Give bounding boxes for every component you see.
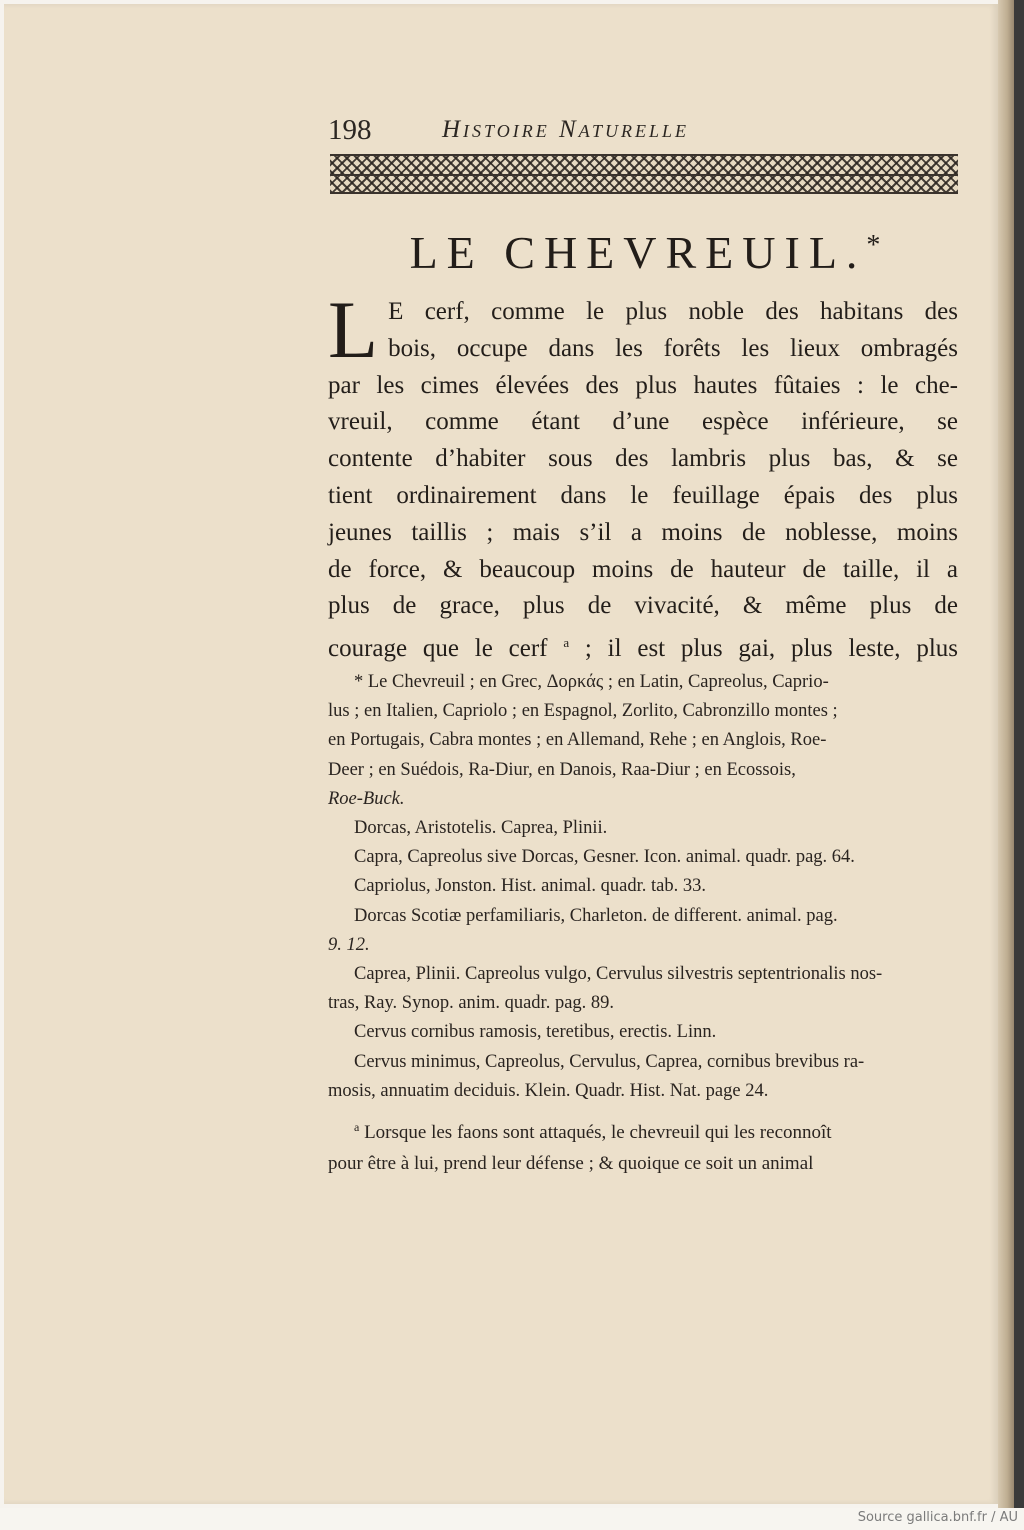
body-line-last bbox=[328, 625, 958, 668]
footnote-a-mark: a bbox=[354, 1120, 360, 1135]
synonym-entry: Cervus cornibus ramosis, teretibus, erectis. Linn. bbox=[354, 1022, 717, 1043]
synonym-entry: Capra, Capreolus sive Dorcas, Gesner. Icon. animal. quadr. pag. 64. bbox=[354, 847, 855, 868]
footnote-star-line: Deer ; en Suédois, Ra-Diur, en Danois, Raa-Diur ; en Ecossois, bbox=[328, 759, 796, 780]
body-line: de force, & beaucoup moins de hauteur de taille, il a bbox=[328, 555, 958, 583]
book-binding bbox=[1014, 0, 1024, 1508]
synonym-entry: Dorcas, Aristotelis. Caprea, Plinii. bbox=[354, 818, 608, 839]
footnotes bbox=[328, 668, 960, 1179]
chapter-title-text: LE CHEVREUIL. bbox=[409, 227, 867, 278]
footnote-text: Lorsque les faons sont attaqués, le chevreuil qui les reconnoît bbox=[364, 1122, 832, 1144]
synonym-entry-cont: tras, Ray. Synop. anim. quadr. pag. 89. bbox=[328, 993, 615, 1014]
footnote-star-line: Roe-Buck. bbox=[328, 788, 405, 809]
chapter-title-mark: * bbox=[866, 230, 881, 261]
synonym-entry: Caprea, Plinii. Capreolus vulgo, Cervulus silvestris septentrionalis nos- bbox=[354, 964, 883, 985]
page-edge-shadow bbox=[998, 0, 1024, 1508]
body-line: vreuil, comme étant d’une espèce inférieure, se bbox=[328, 408, 958, 436]
body-line-part: ; il est plus gai, plus leste, plus bbox=[584, 635, 958, 663]
body-line: jeunes taillis ; mais s’il a moins de noblesse, moins bbox=[328, 518, 958, 546]
synonym-entry: Cervus minimus, Capreolus, Cervulus, Caprea, cornibus brevibus ra- bbox=[354, 1051, 865, 1072]
body-paragraph bbox=[328, 284, 958, 668]
drop-cap: L bbox=[328, 284, 379, 375]
body-line-part: courage que le cerf bbox=[328, 635, 564, 663]
body-line: contente d’habiter sous des lambris plus bas, & se bbox=[328, 445, 958, 473]
body-line: plus de grace, plus de vivacité, & même plus de bbox=[328, 592, 958, 620]
synonym-entry-cont: 9. 12. bbox=[328, 934, 370, 955]
page-number: 198 bbox=[328, 114, 372, 146]
body-line: tient ordinairement dans le feuillage épais des plus bbox=[328, 481, 958, 509]
chapter-title bbox=[330, 218, 960, 281]
footnote-a-line bbox=[328, 1112, 960, 1148]
note-reference: a bbox=[563, 635, 570, 651]
source-credit: Source gallica.bnf.fr / AU bbox=[857, 1510, 1018, 1525]
footnote-star-line: lus ; en Italien, Capriolo ; en Espagnol, Zorlito, Cabronzillo montes ; bbox=[328, 701, 838, 722]
body-line: E cerf, comme le plus noble des habitans des bbox=[388, 298, 958, 325]
footnote-mark: * bbox=[354, 672, 364, 692]
footnote-a-line: pour être à lui, prend leur défense ; & quoique ce soit un animal bbox=[328, 1153, 814, 1175]
synonym-entry: Capriolus, Jonston. Hist. animal. quadr. tab. 33. bbox=[354, 876, 706, 897]
body-line: bois, occupe dans les forêts les lieux ombragés bbox=[388, 334, 958, 362]
page-header bbox=[328, 112, 958, 148]
synonym-entry: Dorcas Scotiæ perfamiliaris, Charleton. de different. animal. pag. bbox=[354, 905, 838, 926]
synonym-entry-cont: mosis, annuatim deciduis. Klein. Quadr. Hist. Nat. page 24. bbox=[328, 1080, 769, 1101]
footnote-text: Le Chevreuil ; en Grec, Δορκάς ; en Latin, Capreolus, Caprio- bbox=[367, 672, 829, 692]
body-line: par les cimes élevées des plus hautes fûtaies : le che- bbox=[328, 371, 958, 399]
decorative-ornament-band bbox=[330, 154, 958, 194]
ornament-divider bbox=[330, 174, 958, 176]
running-title: Histoire Naturelle bbox=[442, 116, 689, 143]
footnote-star-line bbox=[328, 668, 960, 697]
footnote-star-line: en Portugais, Cabra montes ; en Allemand, Rehe ; en Anglois, Roe- bbox=[328, 730, 827, 751]
